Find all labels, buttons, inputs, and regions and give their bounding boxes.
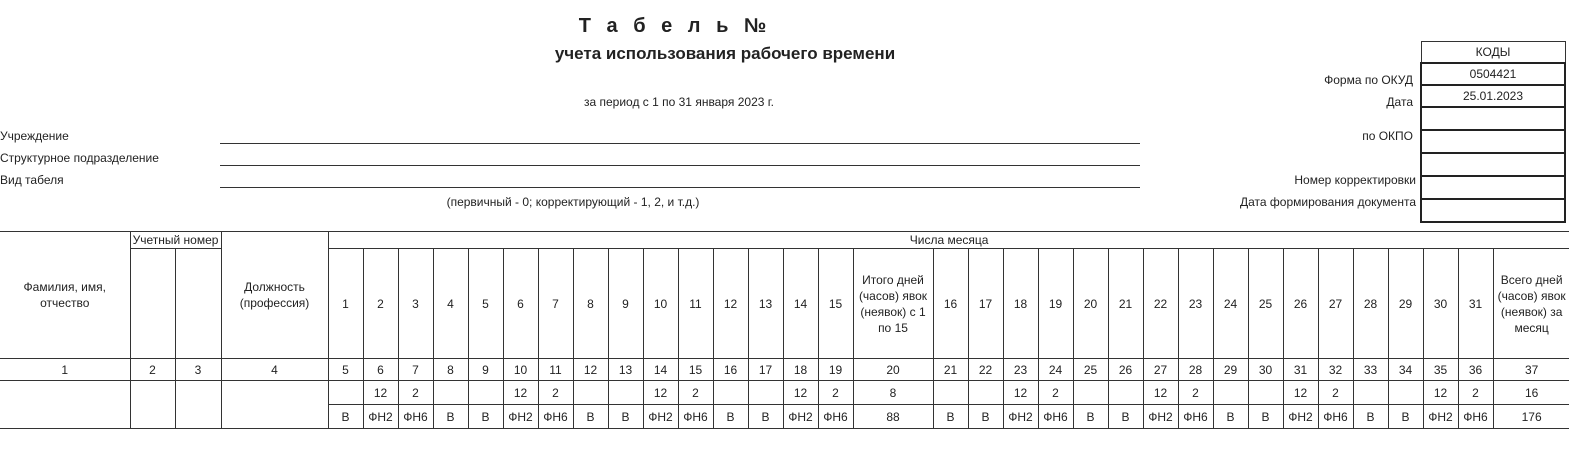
column-number-28: 28 — [1178, 359, 1213, 381]
blank-code-cell[interactable] — [1421, 107, 1565, 130]
day-header-12: 12 — [713, 249, 748, 359]
hours-day-8 — [573, 381, 608, 405]
hours-day-24 — [1213, 381, 1248, 405]
hours-day-17 — [968, 381, 1003, 405]
day-header-5: 5 — [468, 249, 503, 359]
column-number-6: 6 — [363, 359, 398, 381]
hours-day-18: 12 — [1003, 381, 1038, 405]
code-day-26: ФН2 — [1283, 405, 1318, 429]
header-account-number: Учетный номер — [130, 232, 221, 249]
column-number-3: 3 — [175, 359, 221, 381]
hours-day-11: 2 — [678, 381, 713, 405]
hours-day-16 — [933, 381, 968, 405]
code-day-13: В — [748, 405, 783, 429]
day-header-15: 15 — [818, 249, 853, 359]
hours-day-3: 2 — [398, 381, 433, 405]
day-header-23: 23 — [1178, 249, 1213, 359]
column-number-18: 18 — [783, 359, 818, 381]
hours-day-2: 12 — [363, 381, 398, 405]
hours-day-6: 12 — [503, 381, 538, 405]
column-number-1: 1 — [0, 359, 130, 381]
column-number-11: 11 — [538, 359, 573, 381]
code-day-18: ФН2 — [1003, 405, 1038, 429]
code-day-3: ФН6 — [398, 405, 433, 429]
column-number-32: 32 — [1318, 359, 1353, 381]
code-day-19: ФН6 — [1038, 405, 1073, 429]
correction-value[interactable] — [1421, 176, 1565, 199]
employee-name-cell — [0, 381, 130, 429]
column-number-22: 22 — [968, 359, 1003, 381]
day-header-21: 21 — [1108, 249, 1143, 359]
code-day-28: В — [1353, 405, 1388, 429]
column-number-14: 14 — [643, 359, 678, 381]
hours-day-15: 2 — [818, 381, 853, 405]
column-number-24: 24 — [1038, 359, 1073, 381]
code-day-1: В — [328, 405, 363, 429]
column-number-21: 21 — [933, 359, 968, 381]
header-position: Должность (профессия) — [221, 232, 328, 359]
column-number-37: 37 — [1493, 359, 1569, 381]
hours-day-29 — [1388, 381, 1423, 405]
code-day-27: ФН6 — [1318, 405, 1353, 429]
hours-day-22: 12 — [1143, 381, 1178, 405]
day-header-4: 4 — [433, 249, 468, 359]
day-header-9: 9 — [608, 249, 643, 359]
hours-total-month: 16 — [1493, 381, 1569, 405]
code-day-8: В — [573, 405, 608, 429]
column-number-36: 36 — [1458, 359, 1493, 381]
hours-day-10: 12 — [643, 381, 678, 405]
code-day-25: В — [1248, 405, 1283, 429]
code-day-22: ФН2 — [1143, 405, 1178, 429]
hours-day-23: 2 — [1178, 381, 1213, 405]
code-day-21: В — [1108, 405, 1143, 429]
hours-day-13 — [748, 381, 783, 405]
hours-day-20 — [1073, 381, 1108, 405]
column-number-16: 16 — [713, 359, 748, 381]
blank-code-cell-2[interactable] — [1421, 153, 1565, 176]
period-text: за период с 1 по 31 января 2023 г. — [583, 95, 775, 109]
document-subtitle: учета использования рабочего времени — [554, 44, 896, 63]
codes-box — [1420, 41, 1566, 223]
day-header-7: 7 — [538, 249, 573, 359]
day-header-18: 18 — [1003, 249, 1038, 359]
day-header-14: 14 — [783, 249, 818, 359]
day-header-13: 13 — [748, 249, 783, 359]
department-label: Структурное подразделение — [0, 151, 159, 165]
okpo-label: по ОКПО — [1362, 129, 1413, 143]
okpo-value[interactable] — [1421, 130, 1565, 153]
hours-day-31: 2 — [1458, 381, 1493, 405]
code-day-9: В — [608, 405, 643, 429]
day-header-19: 19 — [1038, 249, 1073, 359]
position-cell — [221, 381, 328, 429]
day-header-25: 25 — [1248, 249, 1283, 359]
institution-line[interactable] — [220, 143, 1140, 144]
code-day-20: В — [1073, 405, 1108, 429]
header-total-month: Всего дней (часов) явок (неявок) за месяц — [1493, 249, 1569, 359]
day-header-1: 1 — [328, 249, 363, 359]
timesheet-type-line[interactable] — [220, 187, 1140, 188]
column-number-15: 15 — [678, 359, 713, 381]
day-header-11: 11 — [678, 249, 713, 359]
column-number-9: 9 — [468, 359, 503, 381]
code-day-24: В — [1213, 405, 1248, 429]
hours-day-28 — [1353, 381, 1388, 405]
hours-day-25 — [1248, 381, 1283, 405]
day-header-16: 16 — [933, 249, 968, 359]
hours-day-14: 12 — [783, 381, 818, 405]
code-day-30: ФН2 — [1423, 405, 1458, 429]
hours-day-27: 2 — [1318, 381, 1353, 405]
code-day-16: В — [933, 405, 968, 429]
codes-total-month: 176 — [1493, 405, 1569, 429]
column-number-30: 30 — [1248, 359, 1283, 381]
day-header-8: 8 — [573, 249, 608, 359]
code-day-11: ФН6 — [678, 405, 713, 429]
column-number-34: 34 — [1388, 359, 1423, 381]
formed-date-label: Дата формирования документа — [1239, 195, 1416, 209]
code-day-31: ФН6 — [1458, 405, 1493, 429]
day-header-22: 22 — [1143, 249, 1178, 359]
okud-value[interactable]: 0504421 — [1421, 63, 1565, 85]
hours-total-first-half: 8 — [853, 381, 933, 405]
formed-date-value[interactable] — [1421, 199, 1565, 222]
code-day-29: В — [1388, 405, 1423, 429]
column-number-2: 2 — [130, 359, 175, 381]
code-day-7: ФН6 — [538, 405, 573, 429]
header-account-sub-2 — [175, 249, 221, 359]
day-header-26: 26 — [1283, 249, 1318, 359]
account-cell-1 — [130, 381, 175, 429]
column-number-19: 19 — [818, 359, 853, 381]
header-total-first-half: Итого дней (часов) явок (неявок) с 1 по 15 — [853, 249, 933, 359]
column-number-31: 31 — [1283, 359, 1318, 381]
column-number-29: 29 — [1213, 359, 1248, 381]
column-number-17: 17 — [748, 359, 783, 381]
document-title: Т а б е л ь № — [578, 15, 772, 37]
column-number-23: 23 — [1003, 359, 1038, 381]
column-number-8: 8 — [433, 359, 468, 381]
day-header-27: 27 — [1318, 249, 1353, 359]
column-number-26: 26 — [1108, 359, 1143, 381]
column-number-13: 13 — [608, 359, 643, 381]
day-header-31: 31 — [1458, 249, 1493, 359]
timesheet-table — [0, 231, 1569, 429]
code-day-10: ФН2 — [643, 405, 678, 429]
hours-day-4 — [433, 381, 468, 405]
code-day-2: ФН2 — [363, 405, 398, 429]
okud-label: Форма по ОКУД — [1324, 73, 1413, 87]
code-day-5: В — [468, 405, 503, 429]
codes-header: КОДЫ — [1421, 42, 1565, 64]
header-full-name: Фамилия, имя, отчество — [0, 232, 130, 359]
code-day-17: В — [968, 405, 1003, 429]
day-header-3: 3 — [398, 249, 433, 359]
institution-label: Учреждение — [0, 129, 69, 143]
code-day-12: В — [713, 405, 748, 429]
timesheet-type-label: Вид табеля — [0, 173, 64, 187]
day-header-28: 28 — [1353, 249, 1388, 359]
date-label: Дата — [1386, 95, 1413, 109]
hours-day-21 — [1108, 381, 1143, 405]
code-day-15: ФН6 — [818, 405, 853, 429]
column-number-7: 7 — [398, 359, 433, 381]
code-day-14: ФН2 — [783, 405, 818, 429]
day-header-24: 24 — [1213, 249, 1248, 359]
day-header-30: 30 — [1423, 249, 1458, 359]
column-number-25: 25 — [1073, 359, 1108, 381]
hours-day-5 — [468, 381, 503, 405]
column-number-20: 20 — [853, 359, 933, 381]
day-header-10: 10 — [643, 249, 678, 359]
hours-day-9 — [608, 381, 643, 405]
correction-label: Номер корректировки — [1294, 173, 1416, 187]
header-month-days: Числа месяца — [328, 232, 1569, 249]
hours-day-26: 12 — [1283, 381, 1318, 405]
day-header-6: 6 — [503, 249, 538, 359]
day-header-2: 2 — [363, 249, 398, 359]
hours-day-1 — [328, 381, 363, 405]
header-account-sub-1 — [130, 249, 175, 359]
column-number-10: 10 — [503, 359, 538, 381]
column-number-12: 12 — [573, 359, 608, 381]
code-day-23: ФН6 — [1178, 405, 1213, 429]
day-header-29: 29 — [1388, 249, 1423, 359]
column-number-33: 33 — [1353, 359, 1388, 381]
column-number-27: 27 — [1143, 359, 1178, 381]
hours-day-30: 12 — [1423, 381, 1458, 405]
account-cell-2 — [175, 381, 221, 429]
day-header-17: 17 — [968, 249, 1003, 359]
day-header-20: 20 — [1073, 249, 1108, 359]
department-line[interactable] — [220, 165, 1140, 166]
date-value[interactable]: 25.01.2023 — [1421, 85, 1565, 107]
type-hint: (первичный - 0; корректирующий - 1, 2, и т.д.) — [446, 195, 700, 209]
hours-day-19: 2 — [1038, 381, 1073, 405]
code-day-4: В — [433, 405, 468, 429]
column-number-35: 35 — [1423, 359, 1458, 381]
hours-day-12 — [713, 381, 748, 405]
hours-day-7: 2 — [538, 381, 573, 405]
codes-total-first-half: 88 — [853, 405, 933, 429]
code-day-6: ФН2 — [503, 405, 538, 429]
column-number-5: 5 — [328, 359, 363, 381]
column-number-4: 4 — [221, 359, 328, 381]
